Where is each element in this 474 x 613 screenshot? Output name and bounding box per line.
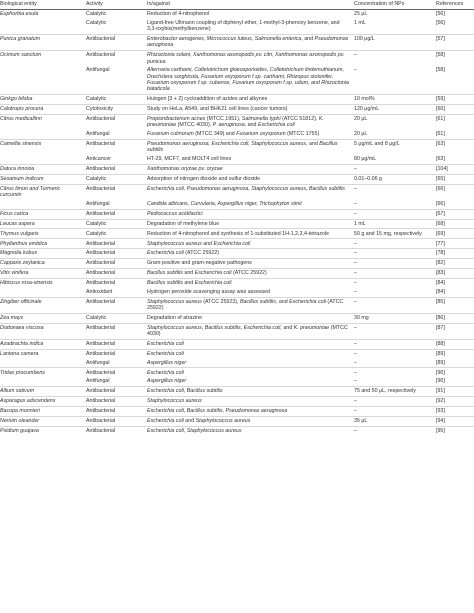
reference-cell: [90] <box>434 368 474 377</box>
table-row <box>0 387 474 397</box>
target-text: Gram-positive and gram-negative pathogens <box>147 260 252 267</box>
concentration-cell: – <box>352 297 434 313</box>
species-name-text: Escherichia coli <box>194 280 232 287</box>
reference-cell: [63] <box>434 139 474 155</box>
table-row <box>0 268 474 278</box>
species-name-text: Pseudomonas aeruginosa <box>147 36 349 49</box>
species-name-text: Escherichia coli, Pseudomonas aeruginosa, Staphylococcus aureus, Bacillus subtilis <box>147 185 345 192</box>
species-name-text: Escherichia coli <box>147 350 184 357</box>
reference-cell: [77] <box>434 239 474 249</box>
activity-cell: Antibacterial <box>84 339 145 349</box>
activity-cell: Catalytic <box>84 219 145 229</box>
biological-entity-cell: Euphorbia esula <box>0 9 84 18</box>
table-row <box>0 259 474 269</box>
activity-cell: Antibacterial <box>84 426 145 435</box>
species-name-text: Escherichia coli <box>147 417 184 424</box>
target-text: (ATCC 25922) <box>147 298 344 312</box>
activity-cell: Antibacterial <box>84 268 145 278</box>
concentration-cell: 100 μg/L <box>352 34 434 50</box>
activity-cell: Antibacterial <box>84 114 145 130</box>
concentration-cell: 1 mL <box>352 219 434 229</box>
table-row <box>0 219 474 229</box>
concentration-cell: – <box>352 184 434 200</box>
target-text: and <box>182 280 195 287</box>
biological-entity-cell: Phyllanthus emblica <box>0 239 84 249</box>
in-against-cell <box>145 297 352 313</box>
table-row <box>0 19 474 35</box>
table-row <box>0 397 474 407</box>
activity-cell: Antibacterial <box>84 139 145 155</box>
target-text: (MTCC 349) and <box>193 131 237 138</box>
biological-entity-cell: Psidium guajava <box>0 426 84 435</box>
activity-cell: Antibacterial <box>84 416 145 426</box>
concentration-cell: 25 μL <box>352 9 434 18</box>
activity-cell: Catalytic <box>84 95 145 105</box>
target-text: and <box>183 417 196 424</box>
activity-cell: Antibacterial <box>84 278 145 287</box>
biological-entity-cell <box>0 288 84 297</box>
reference-cell: [104] <box>434 164 474 174</box>
in-against-cell <box>145 66 352 94</box>
concentration-cell: – <box>352 51 434 67</box>
target-text: Adsorption of nitrogen dioxide and sulfur dioxide <box>147 175 261 182</box>
activity-cell: Antibacterial <box>84 349 145 358</box>
table-row <box>0 313 474 323</box>
species-name-text: Aspergillus niger <box>147 378 187 385</box>
biological-entity-cell: Allium sativum <box>0 387 84 397</box>
species-name-text: Escherichia coli <box>257 122 295 129</box>
concentration-cell: 75 and 50 μL, respectively <box>352 387 434 397</box>
biological-entity-cell: Zingiber officinale <box>0 297 84 313</box>
concentration-cell: – <box>354 201 357 208</box>
reference-cell: [85] <box>434 297 474 313</box>
table-row <box>0 164 474 174</box>
in-against-cell <box>145 51 352 67</box>
reference-cell: [61] <box>436 131 445 138</box>
table-row <box>0 209 474 219</box>
reference-cell: [56] <box>434 9 474 18</box>
reference-cell: [66] <box>434 184 474 200</box>
species-name-text: Bacillus subtilis <box>147 141 338 154</box>
biological-entity-cell <box>0 200 84 209</box>
species-name-text: Rhizoctonia solani, Xanthomonas axonopodis pv. citri, Xanthomonas axonopodis pv. punicea <box>147 52 345 65</box>
table-row <box>0 34 474 50</box>
header-in-against: In/against <box>145 0 352 9</box>
reference-cell: [89] <box>434 349 474 358</box>
in-against-cell <box>145 139 352 155</box>
in-against-cell <box>145 184 352 200</box>
reference-cell: [89] <box>436 359 445 366</box>
concentration-cell: – <box>352 278 434 287</box>
activity-cell: Antibacterial <box>84 249 145 259</box>
biological-entity-cell: Ocimum sanctum <box>0 51 84 67</box>
in-against-cell <box>145 426 352 435</box>
table-row <box>0 130 474 139</box>
activity-cell: Catalytic <box>86 19 107 26</box>
activity-cell: Catalytic <box>84 9 145 18</box>
table-row <box>0 66 474 94</box>
concentration-cell: – <box>352 368 434 377</box>
in-against-cell <box>145 174 352 184</box>
reference-cell: [95] <box>434 426 474 435</box>
in-against-cell <box>145 130 352 139</box>
activity-cell: Anticancer <box>86 156 112 163</box>
table-row <box>0 95 474 105</box>
table-header <box>0 0 474 9</box>
species-name-text: Escherichia coli <box>147 369 184 376</box>
biological-entity-cell <box>0 359 84 368</box>
activity-cell: Antifungal <box>86 359 110 366</box>
species-name-text: Staphylococcus aureus <box>195 417 251 424</box>
species-name-text: P. aeruginosa <box>212 122 245 129</box>
target-text: Reduction of 4-nitrophenol and synthesis of 1-substituted 1H-1,2,3,4-tetrazole <box>147 230 329 237</box>
species-name-text: Staphylococcus aureus, Bacillus subtilis, Escherichia coli, <box>147 324 282 331</box>
concentration-cell: – <box>354 359 357 366</box>
biological-entity-cell: Asparagus adscendens <box>0 397 84 407</box>
activity-cell: Antibacterial <box>84 209 145 219</box>
reference-cell: [86] <box>434 313 474 323</box>
table-row <box>0 9 474 18</box>
in-against-cell <box>145 278 352 287</box>
table-row <box>0 297 474 313</box>
biological-entity-cell: Vitis vinifera <box>0 268 84 278</box>
reference-cell: [63] <box>436 156 445 163</box>
table-row <box>0 377 474 386</box>
concentration-cell: 0.01–0.06 g <box>352 174 434 184</box>
reference-cell: [94] <box>434 416 474 426</box>
activity-cell: Antibacterial <box>84 259 145 269</box>
reference-cell: [78] <box>434 249 474 259</box>
in-against-cell <box>145 164 352 174</box>
biological-entity-cell: Ginkgo biloba <box>0 95 84 105</box>
in-against-cell <box>145 229 352 239</box>
species-name-text: Staphylococcus aureus <box>147 398 202 405</box>
species-name-text: Staphylococcus aureus <box>147 298 202 305</box>
reference-cell: [67] <box>434 209 474 219</box>
in-against-cell <box>145 155 352 164</box>
activity-cell: Antibacterial <box>84 184 145 200</box>
concentration-cell: 120 μg/mL <box>352 104 434 114</box>
concentration-cell: – <box>354 67 357 74</box>
reference-cell: [58] <box>434 51 474 67</box>
table-row <box>0 104 474 114</box>
in-against-cell <box>145 259 352 269</box>
concentration-cell: – <box>352 323 434 339</box>
table-row <box>0 278 474 287</box>
species-name-text: Escherichia coli <box>194 270 232 277</box>
concentration-cell: – <box>352 239 434 249</box>
table-row <box>0 200 474 209</box>
reference-cell: [84] <box>434 278 474 287</box>
in-against-cell <box>145 288 352 297</box>
activity-cell: Antioxidant <box>86 288 113 295</box>
biological-entity-cell: Ficus carica <box>0 209 84 219</box>
reference-cell: [88] <box>434 339 474 349</box>
biological-entity-cell <box>0 19 84 35</box>
reference-cell: [83] <box>434 268 474 278</box>
target-text: Study on HeLa, A549, and BHK21 cell lines (cancer tumors) <box>147 106 288 113</box>
species-name-text: Fusarium oxysporum <box>236 131 286 138</box>
in-against-cell <box>145 249 352 259</box>
species-name-text: Staphylococcus aureus and Escherichia coli <box>147 240 251 247</box>
activity-cell: Antibacterial <box>84 164 145 174</box>
in-against-cell <box>145 313 352 323</box>
table-row <box>0 174 474 184</box>
table-row <box>0 426 474 435</box>
target-text: and <box>182 270 195 277</box>
in-against-cell <box>145 34 352 50</box>
concentration-cell: 35 μL <box>352 416 434 426</box>
target-text: and <box>281 324 294 331</box>
reference-cell: [84] <box>436 288 445 295</box>
table-row <box>0 51 474 67</box>
in-against-cell <box>145 95 352 105</box>
species-name-text: Escherichia coli, Bacillus subtilis, Pseudomonas aeruginosa <box>147 408 288 415</box>
in-against-cell <box>145 19 352 35</box>
biological-entity-cell <box>0 130 84 139</box>
activity-cell: Antifungal <box>86 201 110 208</box>
concentration-cell: – <box>352 268 434 278</box>
biological-entity-cell: Citrus limon and Turmeric curcumin <box>0 184 84 200</box>
species-name-text: Salmonella typhi <box>241 116 281 122</box>
reference-cell: [68] <box>434 219 474 229</box>
target-text: , and <box>275 298 290 305</box>
species-name-text: Bacillus subtilis <box>239 298 276 305</box>
target-text: Degradation of atrazine <box>147 314 203 321</box>
biological-entity-cell <box>0 377 84 386</box>
biological-entity-cell: Hibiscus rosa-sinensis <box>0 278 84 287</box>
biological-entity-cell: Sesamum indicum <box>0 174 84 184</box>
reference-cell: [59] <box>434 95 474 105</box>
header-concentration: Concentration of NPs <box>352 0 434 9</box>
target-text: (ATCC 51812), <box>280 116 319 122</box>
table-row <box>0 416 474 426</box>
concentration-cell: 1 mL <box>354 19 366 26</box>
reference-cell: [87] <box>434 323 474 339</box>
table-row <box>0 349 474 358</box>
activity-cell: Antibacterial <box>84 34 145 50</box>
table-row <box>0 323 474 339</box>
header-biological-entity: Biological entity <box>0 0 84 9</box>
in-against-cell <box>145 349 352 358</box>
activity-cell: Antibacterial <box>84 239 145 249</box>
concentration-cell: 20 μL <box>352 114 434 130</box>
in-against-cell <box>145 416 352 426</box>
species-name-text: Bacillus subtilis <box>147 280 183 287</box>
concentration-cell: – <box>352 209 434 219</box>
target-text: (ATCC 25922) <box>183 250 220 257</box>
species-name-text: K. pneumoniae <box>147 116 324 129</box>
in-against-cell <box>145 114 352 130</box>
in-against-cell <box>145 9 352 18</box>
in-against-cell <box>145 359 352 368</box>
target-text: HT-29, MCF7, and MOLT4 cell lines <box>147 156 232 163</box>
in-against-cell <box>145 239 352 249</box>
concentration-cell: 10 mol% <box>352 95 434 105</box>
species-name-text: Fusarium culmorum <box>147 131 194 138</box>
table-body <box>0 9 474 435</box>
species-name-text: Bacillus subtilis <box>147 270 183 277</box>
reference-cell: [66] <box>436 201 445 208</box>
activity-cell: Antifungal <box>86 67 110 74</box>
activity-cell: Antibacterial <box>84 368 145 377</box>
species-name-text: Xanthomonas oryzae pv. oryzae <box>147 166 223 173</box>
biological-entity-cell: Punica granatum <box>0 34 84 50</box>
header-row <box>0 0 474 9</box>
in-against-cell <box>145 209 352 219</box>
concentration-cell: – <box>352 426 434 435</box>
target-text: (ATCC 25923), <box>201 298 240 305</box>
reference-cell: [91] <box>434 387 474 397</box>
table-row <box>0 359 474 368</box>
activity-cell: Antibacterial <box>84 406 145 416</box>
biological-entity-cell: Datura innoxia <box>0 164 84 174</box>
target-text: , and <box>301 36 315 43</box>
reference-cell: [58] <box>436 67 445 74</box>
target-text: Reduction of 4-nitrophenol <box>147 11 210 18</box>
table-row <box>0 155 474 164</box>
activity-cell: Antibacterial <box>84 297 145 313</box>
activity-cell: Catalytic <box>84 174 145 184</box>
target-text: and <box>307 141 320 148</box>
activity-cell: Antibacterial <box>84 397 145 407</box>
biological-entity-cell: Leucas aspera <box>0 219 84 229</box>
header-references: References <box>434 0 474 9</box>
biological-entity-cell: Citrus medicallinn <box>0 114 84 130</box>
species-name-text: Propionibacterium acnes <box>147 116 206 122</box>
target-text: (MTCC 1951), <box>205 116 242 122</box>
concentration-cell: – <box>352 164 434 174</box>
biological-entity-cell: Dodonaea viscosa <box>0 323 84 339</box>
reference-cell: [61] <box>434 114 474 130</box>
activity-cell: Cytotoxicity <box>84 104 145 114</box>
concentration-cell: 20 μL <box>354 131 368 138</box>
reference-cell: [92] <box>434 397 474 407</box>
biological-entity-cell: Calotropis procera <box>0 104 84 114</box>
table-row <box>0 239 474 249</box>
concentration-cell: – <box>352 406 434 416</box>
table-row <box>0 229 474 239</box>
table-row <box>0 184 474 200</box>
reference-cell: [93] <box>434 406 474 416</box>
species-name-text: Escherichia coli, Bacillus subtilis <box>147 388 223 395</box>
biological-entity-cell <box>0 66 84 94</box>
target-text: (MTCC 4030), <box>176 122 213 129</box>
in-against-cell <box>145 387 352 397</box>
species-name-text: Escherichia coli <box>289 298 326 305</box>
species-name-text: Escherichia coli, Staphylococcus aureus <box>147 427 242 434</box>
in-against-cell <box>145 268 352 278</box>
reference-cell: [60] <box>434 104 474 114</box>
reference-cell: [56] <box>436 19 445 26</box>
in-against-cell <box>145 368 352 377</box>
species-name-text: Escherichia coli <box>147 340 184 347</box>
target-text: (ATCC 25922) <box>231 270 267 277</box>
table-row <box>0 139 474 155</box>
concentration-cell: – <box>352 397 434 407</box>
in-against-cell <box>145 406 352 416</box>
biological-entity-cell <box>0 155 84 164</box>
species-name-text: Pediococcus acidilactici <box>147 210 203 217</box>
in-against-cell <box>145 104 352 114</box>
reference-cell: [69] <box>434 229 474 239</box>
in-against-cell <box>145 200 352 209</box>
target-text: (MTCC 1755) <box>285 131 320 138</box>
concentration-cell: – <box>352 259 434 269</box>
header-activity: Activity <box>84 0 145 9</box>
concentration-cell: 80 μg/mL <box>354 156 377 163</box>
biological-entity-cell: Bacopa monnieri <box>0 406 84 416</box>
concentration-cell: 50 g and 15 mg, respectively <box>352 229 434 239</box>
table-row <box>0 288 474 297</box>
biological-entity-cell: Nerium oleander <box>0 416 84 426</box>
activity-cell: Antibacterial <box>84 323 145 339</box>
species-name-text: Escherichia coli <box>147 250 184 257</box>
activity-cell: Antibacterial <box>84 51 145 67</box>
reference-cell: [82] <box>434 259 474 269</box>
target-text: Ligand-free Ullmann coupling of diphenyl ether, 1-methyl-3-phenoxy benzene, and 3,3-oxybis(methylbenzene) <box>147 19 340 33</box>
reference-cell: [90] <box>436 378 445 385</box>
concentration-cell: – <box>354 378 357 385</box>
biological-entity-cell: Camellia sinensis <box>0 139 84 155</box>
target-text: , and <box>244 122 258 129</box>
in-against-cell <box>145 397 352 407</box>
target-text: Hydrogen peroxide scavenging assay was assessed <box>147 288 271 295</box>
biological-entity-cell: Lantana camera <box>0 349 84 358</box>
concentration-cell: – <box>352 249 434 259</box>
concentration-cell: 30 mg <box>352 313 434 323</box>
activity-cell: Catalytic <box>84 229 145 239</box>
reference-cell: [65] <box>434 174 474 184</box>
table-row <box>0 114 474 130</box>
biological-entity-cell: Zea mays <box>0 313 84 323</box>
in-against-cell <box>145 339 352 349</box>
biological-entity-cell: Azadirachta indica <box>0 339 84 349</box>
target-text: Huisgen [3 + 2] cycloaddition of azides and alkynes <box>147 96 268 103</box>
biological-entity-cell: Capparis zeylanica <box>0 259 84 269</box>
species-name-text: Alternaria carthami, Colletotrichum gloeosporioides, Colletotrichum lindemuthianum, Drechslera sorghicola, Fusarium oxysporum f.sp. carthami, Rhizopus stolonifer, Fusarium oxysporum f.sp. cubense, Fusarium oxysporum f.sp. udum, and Rhizoctonia bataticola <box>147 67 349 93</box>
in-against-cell <box>145 219 352 229</box>
table-row <box>0 339 474 349</box>
species-name-text: Pseudomonas aeruginosa, Escherichia coli, Staphylococcus aureus, <box>147 141 308 148</box>
in-against-cell <box>145 323 352 339</box>
concentration-cell: – <box>354 288 357 295</box>
biological-entity-cell: Thymus vulgaris <box>0 229 84 239</box>
target-text: (MTCC 4030) <box>147 324 348 338</box>
concentration-cell: – <box>352 349 434 358</box>
concentration-cell: – <box>352 339 434 349</box>
table-row <box>0 368 474 377</box>
biological-entity-cell: Tridax procumbens <box>0 368 84 377</box>
species-name-text: Aspergillus niger <box>147 359 187 366</box>
species-name-text: Candida albicans, Curvularia, Aspergillus niger, Trichophyton simii <box>147 201 302 208</box>
target-text: Degradation of methylene blue <box>147 220 220 227</box>
table-row <box>0 406 474 416</box>
activity-cell: Antibacterial <box>84 387 145 397</box>
species-name-text: K. pneumoniae <box>293 324 330 331</box>
reference-cell: [57] <box>434 34 474 50</box>
concentration-cell: 5 μg/mL and 8 μg/L <box>352 139 434 155</box>
table-row <box>0 249 474 259</box>
biological-entity-cell: Magnolia kobus <box>0 249 84 259</box>
in-against-cell <box>145 377 352 386</box>
activity-cell: Antifungal <box>86 378 110 385</box>
species-name-text: Enterobacter aerogenes, Micrococcus luteus, Salmonella enterica <box>147 36 302 43</box>
activity-cell: Antifungal <box>86 131 110 138</box>
activity-cell: Catalytic <box>84 313 145 323</box>
